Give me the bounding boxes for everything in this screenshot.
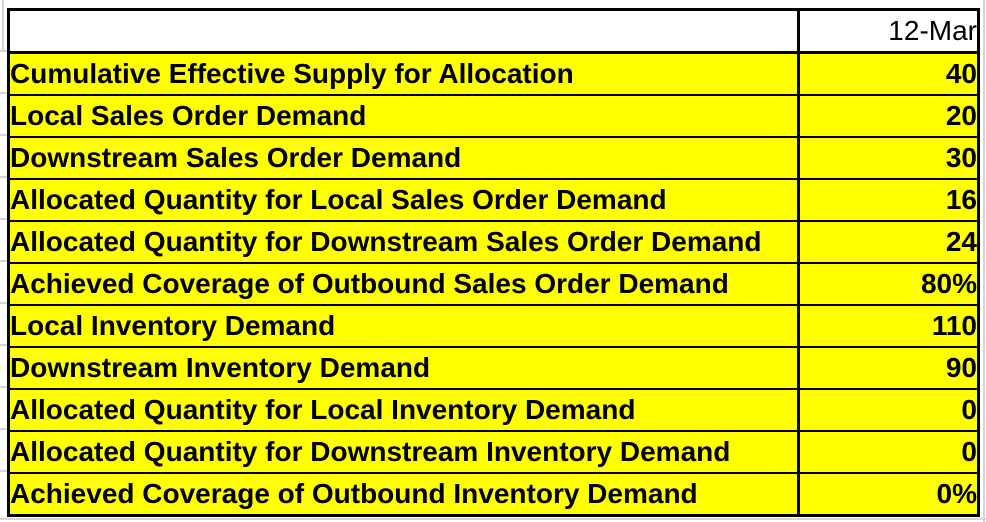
sheet-gridline-bottom	[0, 518, 986, 520]
table-row	[9, 179, 979, 221]
sheet-gridline-tick	[0, 386, 7, 388]
metric-label-cell[interactable]: Cumulative Effective Supply for Allocation	[9, 53, 799, 96]
table-row	[9, 95, 979, 137]
metric-value-cell[interactable]: 90	[799, 347, 979, 389]
sheet-gridline-tick	[0, 50, 7, 52]
sheet-gridline-tick	[0, 176, 7, 178]
table-row	[9, 389, 979, 431]
metric-value-cell[interactable]: 30	[799, 137, 979, 179]
metric-value-cell[interactable]: 0%	[799, 473, 979, 516]
sheet-gridline-tick	[0, 134, 7, 136]
table-row	[9, 221, 979, 263]
metric-value-cell[interactable]: 0	[799, 431, 979, 473]
sheet-gridline-tick	[0, 344, 7, 346]
metric-label-cell[interactable]: Local Inventory Demand	[9, 305, 799, 347]
metric-value-cell[interactable]: 20	[799, 95, 979, 137]
metric-label-cell[interactable]: Downstream Sales Order Demand	[9, 137, 799, 179]
table-row	[9, 305, 979, 347]
metric-value-cell[interactable]: 16	[799, 179, 979, 221]
sheet-gridline-tick	[0, 302, 7, 304]
table-row	[9, 137, 979, 179]
metric-value-cell[interactable]: 0	[799, 389, 979, 431]
sheet-gridline-tick	[0, 218, 7, 220]
metric-label-cell[interactable]: Achieved Coverage of Outbound Inventory Demand	[9, 473, 799, 516]
metric-value-cell[interactable]: 40	[799, 53, 979, 96]
metric-label-cell[interactable]: Local Sales Order Demand	[9, 95, 799, 137]
table-row	[9, 53, 979, 96]
metric-label-cell[interactable]: Allocated Quantity for Downstream Inventory Demand	[9, 431, 799, 473]
metric-label-cell[interactable]: Allocated Quantity for Local Sales Order Demand	[9, 179, 799, 221]
metric-label-cell[interactable]: Downstream Inventory Demand	[9, 347, 799, 389]
corner-header-cell[interactable]	[9, 10, 799, 53]
metric-label-cell[interactable]: Allocated Quantity for Downstream Sales Order Demand	[9, 221, 799, 263]
header-row	[9, 10, 979, 53]
table-row	[9, 263, 979, 305]
sheet-gridline-tick	[0, 260, 7, 262]
allocation-table	[7, 8, 980, 517]
sheet-gridline-tick	[0, 92, 7, 94]
table-row	[9, 473, 979, 516]
metric-label-cell[interactable]: Achieved Coverage of Outbound Sales Order Demand	[9, 263, 799, 305]
sheet-gridline-right	[983, 0, 985, 522]
sheet-gridline-tick	[0, 428, 7, 430]
metric-value-cell[interactable]: 24	[799, 221, 979, 263]
sheet-gridline-tick	[0, 470, 7, 472]
date-header-cell[interactable]: 12-Mar	[799, 10, 979, 53]
sheet-gridline-top-left	[2, 0, 4, 50]
metric-value-cell[interactable]: 110	[799, 305, 979, 347]
metric-value-cell[interactable]: 80%	[799, 263, 979, 305]
table-row	[9, 431, 979, 473]
metric-label-cell[interactable]: Allocated Quantity for Local Inventory Demand	[9, 389, 799, 431]
table-row	[9, 347, 979, 389]
